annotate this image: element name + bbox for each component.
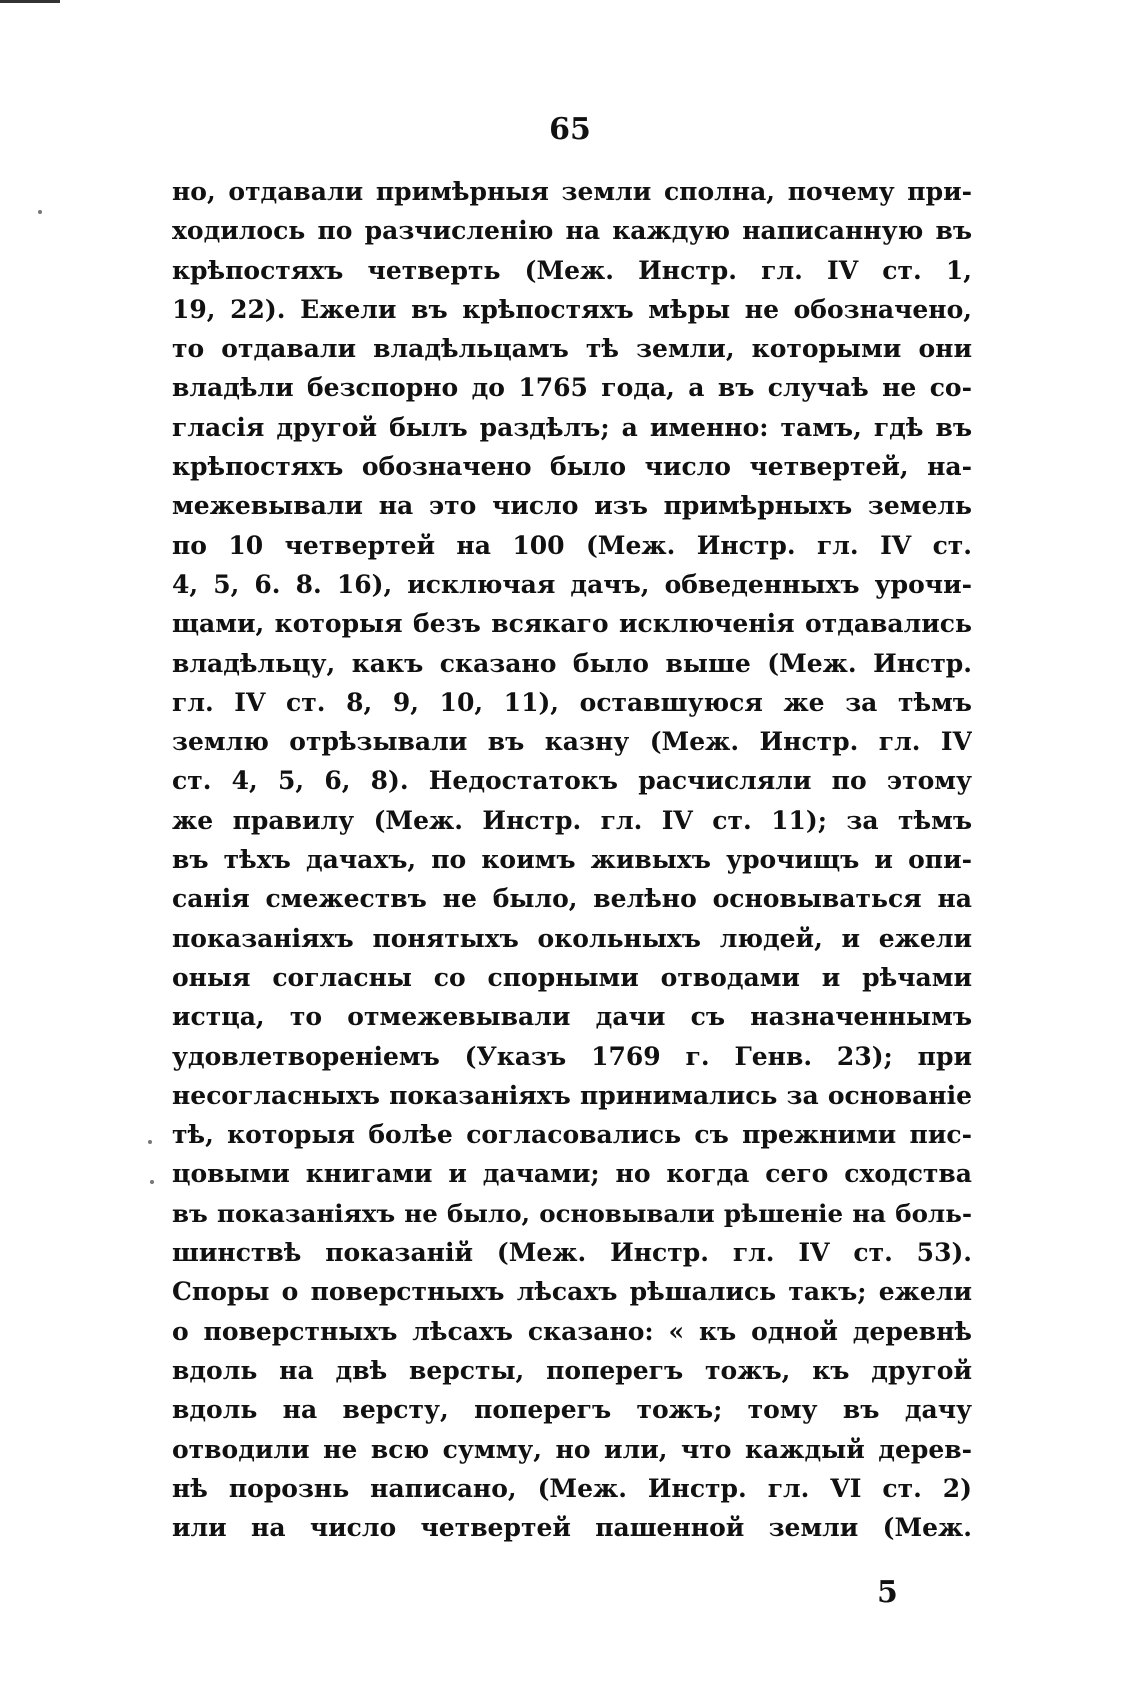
text-line: цовыми книгами и дачами; но когда сего сходства: [172, 1159, 972, 1189]
scan-speck: [148, 1140, 152, 1144]
text-line: межевывали на это число изъ примѣрныхъ земель: [172, 491, 972, 521]
scan-speck: [150, 1180, 154, 1184]
text-line: гл. IV ст. 8, 9, 10, 11), оставшуюся же за тѣмъ: [172, 687, 972, 717]
text-line: но, отдавали примѣрныя земли сполна, почему при-: [172, 177, 972, 206]
text-line: санія смежествъ не было, велѣно основываться на: [172, 884, 972, 914]
text-line: 19, 22). Ежели въ крѣпостяхъ мѣры не обозначено,: [172, 294, 972, 324]
text-line: тѣ, которыя болѣе согласовались съ прежними пис-: [172, 1120, 972, 1150]
signature-mark: 5: [877, 1575, 898, 1610]
text-line: истца, то отмежевывали дачи съ назначеннымъ: [172, 1002, 972, 1032]
text-line: въ тѣхъ дачахъ, по коимъ живыхъ урочищъ и опи-: [172, 845, 972, 875]
text-line: вдоль на версту, поперегъ тожъ; тому въ дачу: [172, 1395, 972, 1425]
text-line: владѣли безспорно до 1765 года, а въ случаѣ не со-: [172, 373, 972, 403]
text-line: крѣпостяхъ четверть (Меж. Инстр. гл. IV ст. 1,: [172, 255, 972, 285]
body-text: [172, 172, 972, 1547]
text-line: ходилось по разчисленію на каждую написанную въ: [172, 216, 972, 246]
text-line: или на число четвертей пашенной земли (Меж.: [172, 1513, 972, 1543]
text-line: оныя согласны со спорными отводами и рѣчами: [172, 962, 972, 992]
text-line: крѣпостяхъ обозначено было число четвертей, на-: [172, 452, 972, 482]
scan-speck: [38, 210, 42, 214]
text-line: гласія другой былъ раздѣлъ; а именно: тамъ, гдѣ въ: [172, 412, 972, 442]
text-line: 4, 5, 6. 8. 16), исключая дачъ, обведенныхъ урочи-: [172, 569, 972, 599]
text-line: шинствѣ показаній (Меж. Инстр. гл. IV ст. 53).: [172, 1238, 972, 1268]
text-line: ст. 4, 5, 6, 8). Недостатокъ расчисляли по этому: [172, 766, 972, 796]
text-line: нѣ порознь написано, (Меж. Инстр. гл. VI ст. 2): [172, 1473, 972, 1503]
text-line: по 10 четвертей на 100 (Меж. Инстр. гл. IV ст.: [172, 530, 972, 560]
scan-corner-mark: [0, 0, 60, 9]
text-line: несогласныхъ показаніяхъ принимались за основаніе: [172, 1080, 972, 1110]
text-line: удовлетвореніемъ (Указъ 1769 г. Генв. 23); при: [172, 1041, 972, 1071]
text-line: щами, которыя безъ всякаго исключенія отдавались: [172, 609, 972, 639]
text-line: показаніяхъ понятыхъ окольныхъ людей, и ежели: [172, 923, 972, 953]
text-line: о поверстныхъ лѣсахъ сказано: « къ одной деревнѣ: [172, 1316, 972, 1346]
text-line: въ показаніяхъ не было, основывали рѣшеніе на боль-: [172, 1198, 972, 1228]
text-line: отводили не всю сумму, но или, что каждый дерев-: [172, 1434, 972, 1464]
page-number: 65: [549, 112, 591, 147]
text-line: же правилу (Меж. Инстр. гл. IV ст. 11); за тѣмъ: [172, 805, 972, 835]
text-line: владѣльцу, какъ сказано было выше (Меж. Инстр.: [172, 648, 972, 678]
text-line: Споры о поверстныхъ лѣсахъ рѣшались такъ; ежели: [172, 1277, 972, 1307]
text-line: то отдавали владѣльцамъ тѣ земли, которыми они: [172, 334, 972, 364]
text-line: землю отрѣзывали въ казну (Меж. Инстр. гл. IV: [172, 727, 972, 757]
text-line: вдоль на двѣ версты, поперегъ тожъ, къ другой: [172, 1355, 972, 1385]
